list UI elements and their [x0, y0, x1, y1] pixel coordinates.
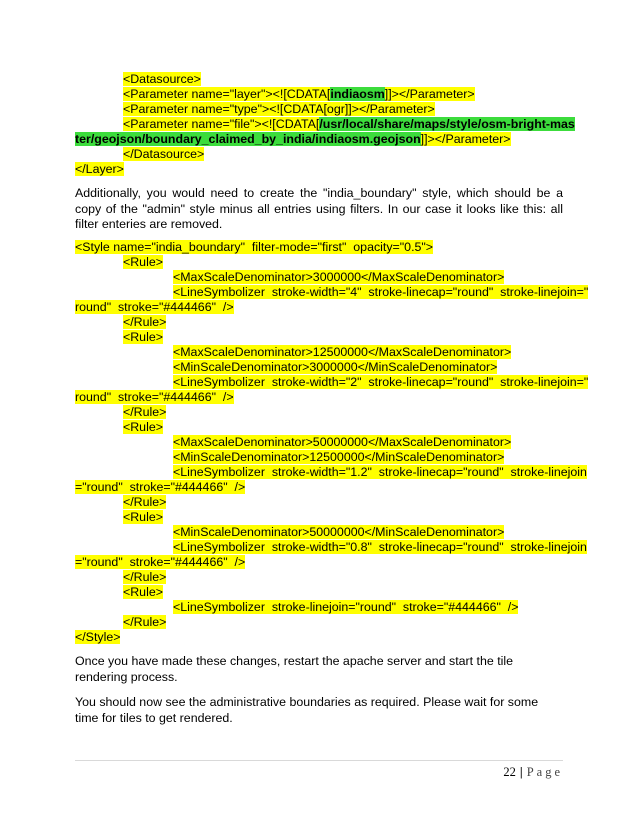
code-line: <MaxScaleDenominator>3000000</MaxScaleDenominator>	[173, 270, 505, 284]
code-line: <Parameter name="type"><![CDATA[ogr]]></Parameter>	[123, 102, 435, 116]
code-line: <Parameter name="layer"><![CDATA[indiaosm]]></Parameter>	[123, 87, 475, 101]
code-line: ="round" stroke="#444466" />	[75, 480, 246, 494]
page-number: 22	[503, 765, 516, 779]
code-line: </Datasource>	[123, 147, 205, 161]
body-paragraph: Once you have made these changes, restart the apache server and start the tile rendering process.	[75, 654, 514, 684]
code-line: <MinScaleDenominator>3000000</MinScaleDenominator>	[173, 360, 498, 374]
code-line: <LineSymbolizer stroke-width="1.2" stroke-linecap="round" stroke-linejoin	[173, 465, 587, 479]
code-line: <MinScaleDenominator>12500000</MinScaleDenominator>	[173, 450, 505, 464]
body-paragraph: Additionally, you would need to create the "india_boundary" style, which should be a copy of the "admin" style minus all entries using filters. In our case it looks like this: all filter enteries are removed.	[75, 186, 563, 231]
code-line: </Rule>	[123, 570, 167, 584]
code-line: <Rule>	[123, 420, 163, 434]
code-line: round" stroke="#444466" />	[75, 300, 234, 314]
body-paragraph: You should now see the administrative boundaries as required. Please wait for some time for tiles to get rendered.	[75, 695, 539, 725]
code-line: </Style>	[75, 630, 121, 644]
code-line: </Rule>	[123, 495, 167, 509]
code-line: <LineSymbolizer stroke-width="2" stroke-linecap="round" stroke-linejoin="	[173, 375, 589, 389]
code-line: <LineSymbolizer stroke-width="4" stroke-linecap="round" stroke-linejoin="	[173, 285, 589, 299]
code-line: </Rule>	[123, 615, 167, 629]
code-line: <MaxScaleDenominator>50000000</MaxScaleDenominator>	[173, 435, 512, 449]
code-line: <Rule>	[123, 255, 163, 269]
code-line: ="round" stroke="#444466" />	[75, 555, 246, 569]
footer-divider	[75, 760, 563, 761]
code-line: <LineSymbolizer stroke-linejoin="round" stroke="#444466" />	[173, 600, 519, 614]
code-line: <Rule>	[123, 330, 163, 344]
page-footer	[503, 765, 563, 780]
code-line: <MinScaleDenominator>50000000</MinScaleDenominator>	[173, 525, 505, 539]
code-line: <Rule>	[123, 585, 163, 599]
code-line: <Parameter name="file"><![CDATA[/usr/local/share/maps/style/osm-bright-mas	[123, 117, 575, 131]
code-line: </Rule>	[123, 405, 167, 419]
code-line: <LineSymbolizer stroke-width="0.8" stroke-linecap="round" stroke-linejoin	[173, 540, 587, 554]
code-line: </Layer>	[75, 162, 124, 176]
page-label: Page	[526, 765, 563, 779]
code-line: <MaxScaleDenominator>12500000</MaxScaleDenominator>	[173, 345, 512, 359]
code-line: <Datasource>	[123, 72, 201, 86]
code-line: round" stroke="#444466" />	[75, 390, 234, 404]
code-line: <Rule>	[123, 510, 163, 524]
code-line: </Rule>	[123, 315, 167, 329]
footer-separator: |	[519, 765, 523, 779]
code-line: ter/geojson/boundary_claimed_by_india/indiaosm.geojson]]></Parameter>	[75, 132, 511, 146]
code-line: <Style name="india_boundary" filter-mode="first" opacity="0.5">	[75, 240, 434, 254]
